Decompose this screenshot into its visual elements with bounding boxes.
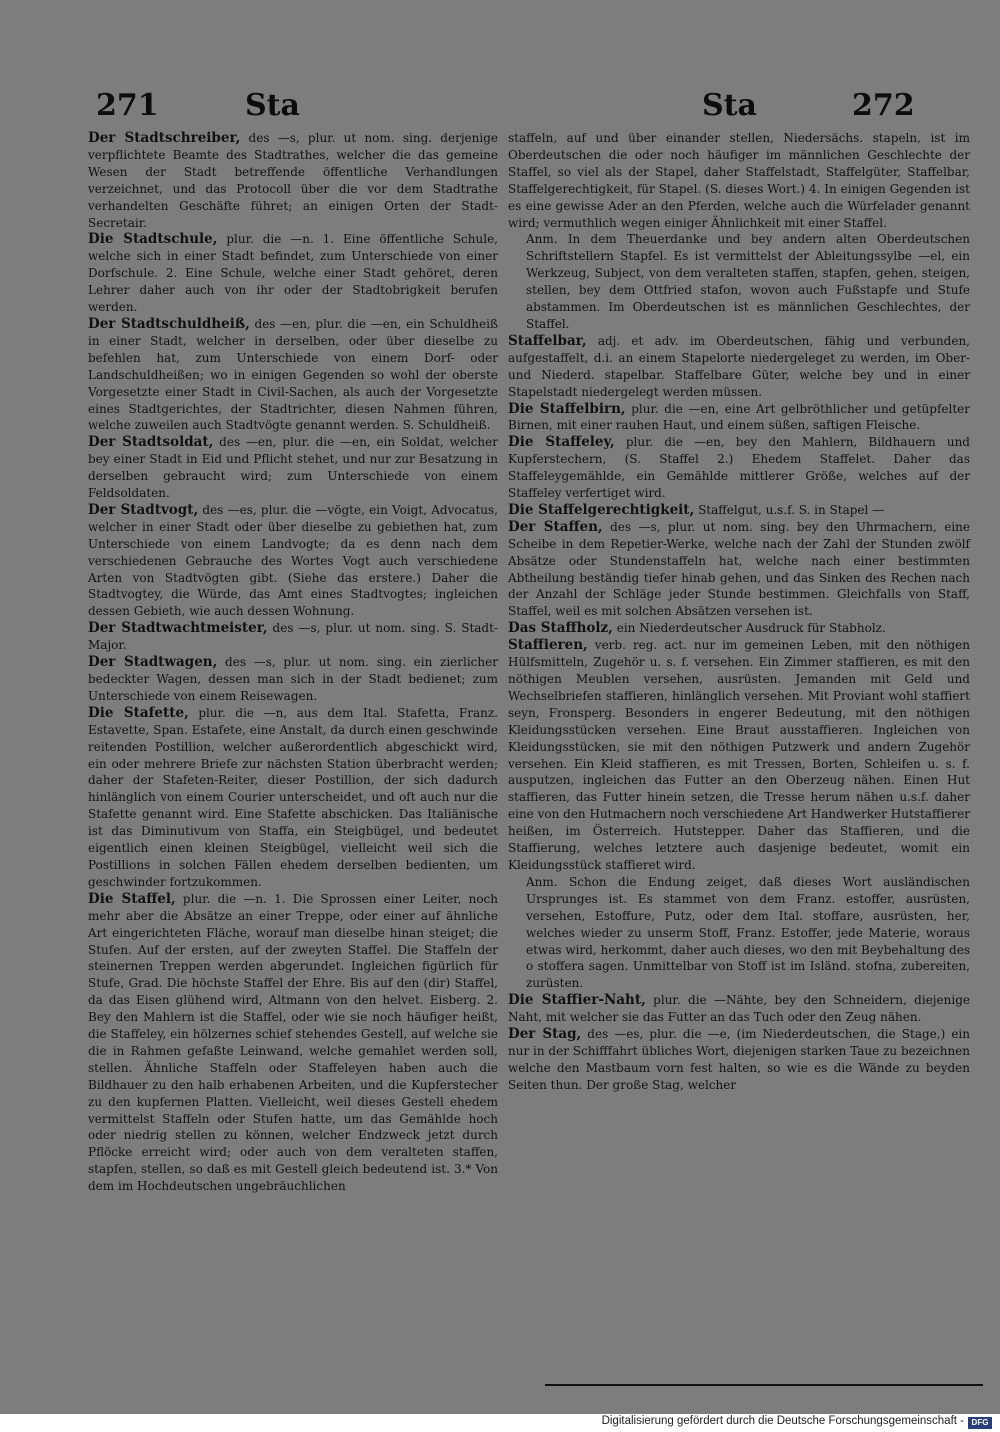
entry-headword: Staffieren, <box>508 637 588 654</box>
entry-headword: Das Staffholz, <box>508 620 613 637</box>
entry-text: adj. et adv. im Oberdeutschen, fähig und verbunden, aufgestaffelt, d.i. an einem Stapelorte niedergeleget zu werden, im Ober- und Niederd. stapelbar. Staffelbare Güter, welche bey und in einer Stapelstadt niedergelegt werden müssen. <box>508 333 970 399</box>
dfg-logo: DFG <box>968 1417 992 1429</box>
entry-text: ein Niederdeutscher Ausdruck für Stabholz. <box>616 621 886 636</box>
entry-text: des —s, plur. ut nom. sing. ein zierlicher bedeckter Wagen, dessen man sich in der Stadt bedienet; zum Unterschiede von einem Reisewagen. <box>88 655 498 703</box>
dictionary-entry <box>508 333 970 401</box>
entry-text: plur. die —n. 1. Eine öffentliche Schule, welche sich in einer Stadt befindet, zum Unterschiede von einer Dorfschule. 2. Eine Schule, welche einer Stadt gehöret, deren Lehrer daher auch von ihr oder der Stadtobrigkeit berufen werden. <box>88 232 498 315</box>
entry-headword: Die Staffeley, <box>508 434 615 451</box>
dictionary-entry <box>508 231 970 332</box>
entry-headword: Der Stadtwachtmeister, <box>88 620 268 637</box>
footer-bar <box>0 1414 1000 1432</box>
page-number-left: 271 <box>96 88 159 123</box>
entry-text: plur. die —n. 1. Die Sprossen einer Leiter, noch mehr aber die Absätze an einer Treppe, oder einer auf ähnliche Art eingerichteten Fläche, worauf man dieselbe hinan steiget; die Stufen. Auf der ersten, auf der zweyten Staffel. Die Staffeln der steinernen Treppen werden abgerundet. Ingleichen figürlich für Stufe, Grad. Die höchste Staffel der Ehre. Bis auf den (dir) Staffel, da das Eisen glühend wird, Altmann von den helvet. Eisberg. 2. Bey den Mahlern ist die Staffel, oder wie sie noch häufiger heißt, die Staffeley, ein hölzernes schief stehendes Gestell, auf welche sie die in Rahmen gefaßte Leinwand, welche gemahlet werden soll, stellen. Ähnliche Staffeln oder Staffeleyen haben auch die Bildhauer zu den halb erhabenen Arbeiten, und die Kupferstecher zu den kupfernen Platten. Vielleicht, weil dieses Gestell ehedem vermittelst Staffeln oder Stufen hatte, um das Gemählde hoch oder niedrig stellen zu können, welcher Endzweck jetzt durch Pflöcke erreicht wird; oder auch von dem veralteten staffen, stapfen, stellen, so daß es mit Gestell gleich bedeutend ist. 3.* Von dem im Hochdeutschen ungebräuchlichen <box>88 891 498 1194</box>
entry-text: des —es, plur. die —e, (im Niederdeutschen, die Stage,) ein nur in der Schifffahrt übliches Wort, diejenigen starken Taue zu bezeichnen welche den Mastbaum vorn fest halten, so wie es die Wände zu beyden Seiten thun. Der große Stag, welcher <box>508 1027 970 1092</box>
bottom-rule <box>545 1384 983 1386</box>
entry-headword: Der Stadtschuldheiß, <box>88 315 250 332</box>
dictionary-entry <box>508 434 970 502</box>
entry-text: plur. die —Nähte, bey den Schneidern, diejenige Naht, mit welcher sie das Futter an das Tuch oder den Zeug nähen. <box>508 993 970 1025</box>
entry-headword: Der Stadtwagen, <box>88 654 218 671</box>
entry-note: Anm. Schon die Endung zeiget, daß dieses Wort ausländischen Ursprunges ist. Es stammet von dem Franz. estoffer, ausrüsten, versehen, Estoffure, Putz, oder dem Ital. stoffare, ausrüsten, her, welches wieder zu unserm Stoff, Franz. Estoffer, jede Materie, woraus etwas wird, herkommt, daher auch dieses, wo den mit Beybehaltung des o stoffera sagen. Unmittelbar von Stoff ist im Isländ. stofna, zubereiten, zurüsten. <box>526 874 970 991</box>
page-number-right: 272 <box>852 88 915 123</box>
entry-headword: Die Staffel, <box>88 890 176 907</box>
dictionary-entry <box>508 401 970 435</box>
entry-text: staffeln, auf und über einander stellen, Niedersächs. stapeln, ist im Oberdeutschen die oder noch häufiger im männlichen Geschlechte der Staffel, so viel als der Stapel, daher Staffelstadt, Staffelgüter, Staffelbar, Staffelgerechtigkeit, für Stapel. (S. dieses Wort.) 4. In einigen Gegenden ist es eine gewisse Ader an den Pferden, welche auch die Würfelader genannt wird; vermuthlich wegen einiger Ähnlichkeit mit einer Staffel. <box>508 131 970 230</box>
dictionary-entry <box>88 891 498 1195</box>
entry-text: plur. die —en, eine Art gelbröthlicher und getüpfelter Birnen, mit einer rauhen Haut, und einem süßen, saftigen Fleische. <box>508 401 970 433</box>
entry-text: des —en, plur. die —en, ein Soldat, welcher bey einer Stadt in Eid und Pflicht stehet, und nur zur Besatzung in derselben gebraucht wird; zum Unterschiede von einem Feldsoldaten. <box>88 435 498 501</box>
dictionary-entry <box>88 705 498 891</box>
right-column <box>508 130 970 1094</box>
dictionary-entry <box>88 434 498 502</box>
dictionary-entry <box>88 231 498 316</box>
entry-note: Anm. In dem Theuerdanke und bey andern alten Oberdeutschen Schriftstellern Stapfel. Es ist vermittelst der Ableitungssylbe —el, ein Werkzeug, Subject, von dem veralteten staffen, stapfen, gehen, steigen, stellen, bey dem Ottfried stafon, wovon auch Fußstapfe und Stufe abstammen. Im Oberdeutschen ist es männlichen Geschlechtes, der Staffel. <box>526 232 970 331</box>
entry-headword: Die Staffelbirn, <box>508 400 626 417</box>
entry-text: des —s, plur. ut nom. sing. S. Stadt-Major. <box>88 621 498 653</box>
entry-text: verb. reg. act. nur im gemeinen Leben, mit den nöthigen Hülfsmitteln, Zugehör u. s. f. versehen. Ein Zimmer staffieren, es mit den nöthigen Meublen versehen, ausrüsten. Jemanden mit Geld und Wechselbriefen staffieren, hinlänglich versehen. Mit Proviant wohl staffiert seyn, Fronsperg. Besonders in engerer Bedeutung, mit den nöthigen Kleidungsstücken versehen. Eine Braut ausstaffieren. Ingleichen von Kleidungsstücken, sie mit den nöthigen Putzwerk und andern Zugehör versehen. Ein Kleid staffieren, es mit Tressen, Borten, Schleifen u. s. f. ausputzen, ingleichen das Futter an den Oberzeug nähen. Einen Hut staffieren, das Futter hinein setzen, die Tresse herum nähen u.s.f. daher eine von den Hutmachern noch verschiedene Art Handwerker Hutstaffierer heißen, im Österreich. Hutstepper. Daher das Staffieren, und die Staffierung, welches letztere auch dasjenige bedeutet, womit ein Kleidungsstück staffieret wird. <box>508 638 970 872</box>
dictionary-entry <box>508 992 970 1026</box>
entry-headword: Die Stadtschule, <box>88 231 218 248</box>
dictionary-entry <box>508 519 970 620</box>
running-headword-right: Sta <box>702 88 757 123</box>
dictionary-entry <box>88 654 498 705</box>
entry-headword: Die Stafette, <box>88 704 189 721</box>
dictionary-entry <box>508 637 970 874</box>
dictionary-entry <box>508 502 970 519</box>
footer-credit: Digitalisierung gefördert durch die Deutsche Forschungsgemeinschaft - <box>601 1415 964 1427</box>
dictionary-entry <box>88 130 498 231</box>
entry-text: plur. die —en, bey den Mahlern, Bildhauern und Kupferstechern, (S. Staffel 2.) Ehedem Staffelet. Daher das Staffeleygemählde, ein Gemählde mittlerer Größe, welches auf der Staffeley verfertiget wird. <box>508 435 970 501</box>
entry-headword: Der Stadtschreiber, <box>88 130 241 146</box>
entry-headword: Der Stag, <box>508 1026 582 1043</box>
dictionary-entry <box>508 874 970 992</box>
dictionary-entry <box>88 620 498 654</box>
dictionary-entry <box>508 1026 970 1094</box>
entry-text: plur. die —n, aus dem Ital. Stafetta, Franz. Estavette, Span. Estafete, eine Anstalt, da durch einen geschwinde reitenden Postillion, welcher außerordentlich abgeschickt wird, ein oder mehrere Briefe zur nächsten Station überbracht werden; daher der Stafeten-Reiter, dieser Postillion, der sich dadurch hinlänglich von einem Courier unterscheidet, und oft auch nur die Stafette genannt wird. Eine Stafette abschicken. Das Italiänische ist das Diminutivum von Staffa, ein Steigbügel, und bedeutet eigentlich einen kleinen Steigbügel, vielleicht weil sich die Postillions in solchen Fällen ehedem derselben bedienten, um geschwinder fortzukommen. <box>88 705 498 889</box>
entry-headword: Der Staffen, <box>508 518 603 535</box>
entry-text: des —s, plur. ut nom. sing. derjenige verpflichtete Beamte des Stadtrathes, welcher die das gemeine Wesen der Stadt betreffende öffentliche Verhandlungen verzeichnet, und das Protocoll über die vor dem Stadtrathe verhandelten Geschäfte führet; an einigen Orten der Stadt-Secretair. <box>88 131 498 230</box>
dictionary-entry <box>508 130 970 231</box>
entry-headword: Die Staffier-Naht, <box>508 992 646 1009</box>
running-headword-left: Sta <box>245 88 300 123</box>
left-column <box>88 130 498 1195</box>
entry-text: des —es, plur. die —vögte, ein Voigt, Advocatus, welcher in einer Stadt oder über dieselbe zu gebiethen hat, zum Unterschiede von einem Landvogte; da es denn nach dem verschiedenen Gebrauche des Wortes Vogt auch verschiedene Arten von Stadtvögten gibt. (Siehe das erstere.) Daher die Stadtvogtey, die Würde, das Amt eines Stadtvogtes; ingleichen dessen Gebieth, wie auch dessen Wohnung. <box>88 502 498 619</box>
dictionary-entry <box>88 502 498 620</box>
dictionary-entry <box>508 620 970 637</box>
entry-headword: Der Stadtvogt, <box>88 501 199 518</box>
entry-headword: Der Stadtsoldat, <box>88 434 214 451</box>
entry-text: des —s, plur. ut nom. sing. bey den Uhrmachern, eine Scheibe in dem Repetier-Werke, welche nach der Zahl der Stunden zwölf Absätze oder Stundenstaffeln hat, welche nach einer bestimmten Abtheilung beständig tiefer hinab gehen, und das Sinken des Rechen nach der Anzahl der Schläge jeder Stunde bestimmen. Gleichfalls von Staff, Staffel, weil es mit solchen Absätzen versehen ist. <box>508 519 970 619</box>
entry-text: Staffelgut, u.s.f. S. in Stapel — <box>698 502 885 517</box>
entry-headword: Staffelbar, <box>508 332 587 349</box>
dictionary-entry <box>88 316 498 434</box>
entry-text: des —en, plur. die —en, ein Schuldheiß in einer Stadt, welcher in derselben, oder über dieselbe zu befehlen hat, zum Unterschiede von einem Dorf- oder Landschuldheißen; wo in einigen Gegenden so wohl der oberste Vorgesetzte einer Stadt in Civil-Sachen, als auch der Vorgesetzte eines Stadtgerichtes, der Stadtrichter, diesen Nahmen führen, welche zuweilen auch Stadtvögte genannt werden. S. Schuldheiß. <box>88 316 498 433</box>
entry-headword: Die Staffelgerechtigkeit, <box>508 501 695 518</box>
